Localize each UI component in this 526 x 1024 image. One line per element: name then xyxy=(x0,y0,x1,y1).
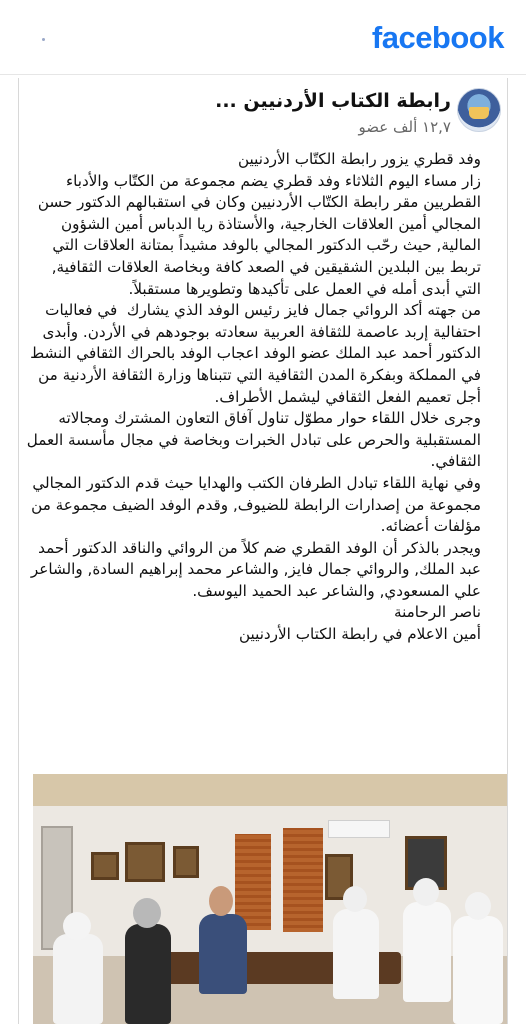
post-paragraph: وفي نهاية اللقاء تبادل الطرفان الكتب والهدايا حيث قدم الدكتور المجالي مجموعة من إصدارات الرابطة للضيوف, وقدم الوفد الضيف مجموعة من مؤلفات أعضائه. xyxy=(26,473,481,536)
post-text xyxy=(23,149,481,646)
post-signature-name: ناصر الرحامنة xyxy=(393,603,481,622)
person-head xyxy=(413,878,439,906)
person-white-robe xyxy=(453,916,503,1024)
wall-picture xyxy=(125,842,165,882)
post-paragraph: وجرى خلال اللقاء حوار مطوّل تناول آفاق التعاون المشترك ومجالاته المستقبلية والحرص على تبادل الخبرات وبخاصة في مجال مأسسة العمل الثقافي. xyxy=(21,409,481,471)
person-dark-clothes xyxy=(125,924,171,1024)
top-bar xyxy=(0,0,526,75)
person-white-robe xyxy=(403,902,451,1002)
air-conditioner xyxy=(328,820,390,838)
group-name[interactable]: رابطة الكتاب الأردنيين ... xyxy=(215,90,451,112)
person-head xyxy=(133,898,161,928)
post-paragraph: من جهته أكد الروائي جمال فايز رئيس الوفد الذي يشارك في فعاليات احتفالية إربد عاصمة للثقافة العربية سعادته بوجودهم في الأردن. وأبدى الدكتور أحمد عبد الملك عضو الوفد اعجاب الوفد بالحراك الثقافي النشط في المملكة وبفكرة المدن الثقافية التي تتبناها وزارة الثقافة الأردنية من أجل تعميم الفعل الثقافي ليشمل الأطراف. xyxy=(25,301,481,406)
photo-ceiling xyxy=(33,774,507,806)
person-head xyxy=(465,892,491,920)
person-white-robe xyxy=(333,909,379,999)
person-head xyxy=(63,912,91,940)
post-card xyxy=(18,78,508,1024)
facebook-logo[interactable]: facebook xyxy=(371,20,504,55)
group-header[interactable] xyxy=(19,78,507,144)
status-dot xyxy=(42,38,45,41)
window-blinds xyxy=(283,828,323,932)
wall-picture xyxy=(91,852,119,880)
post-signature-title: أمين الاعلام في رابطة الكتاب الأردنيين xyxy=(238,625,481,644)
post-paragraph: وفد قطري يزور رابطة الكتّاب الأردنيين زار مساء اليوم الثلاثاء وفد قطري يضم مجموعة من الكتّاب والأدباء القطريين مقر رابطة الكتّاب الأردنيين وكان في استقبالهم الدكتور حسن المجالي أمين العلاقات الخارجية، والأستاذة ريا الدباس أمين الشؤون المالية, حيث رحّب الدكتور المجالي بالوفد مشيداً بمتانة العلاقات التي تربط بين البلدين الشقيقين في الصعد كافة وبخاصة العلاقات الثقافية, التي أبدى أمله في العمل على تأكيدها وتطويرها مستقبلاً. xyxy=(37,150,481,298)
post-paragraph: ويجدر بالذكر أن الوفد القطري ضم كلاً من الروائي والناقد الدكتور أحمد عبد الملك, والروائي جمال فايز, والشاعر محمد إبراهيم السادة, والشاعر علي المسعودي, والشاعر عبد الحميد اليوسف. xyxy=(26,538,481,600)
person-suit xyxy=(199,914,247,994)
group-member-count: ١٢,٧ ألف عضو xyxy=(358,118,451,136)
meeting-photo[interactable] xyxy=(33,774,507,1024)
wall-picture xyxy=(173,846,199,878)
person-head xyxy=(209,886,233,916)
person-head xyxy=(343,886,367,912)
person-white-robe xyxy=(53,934,103,1024)
group-avatar[interactable] xyxy=(457,88,501,132)
book-icon xyxy=(469,107,489,119)
